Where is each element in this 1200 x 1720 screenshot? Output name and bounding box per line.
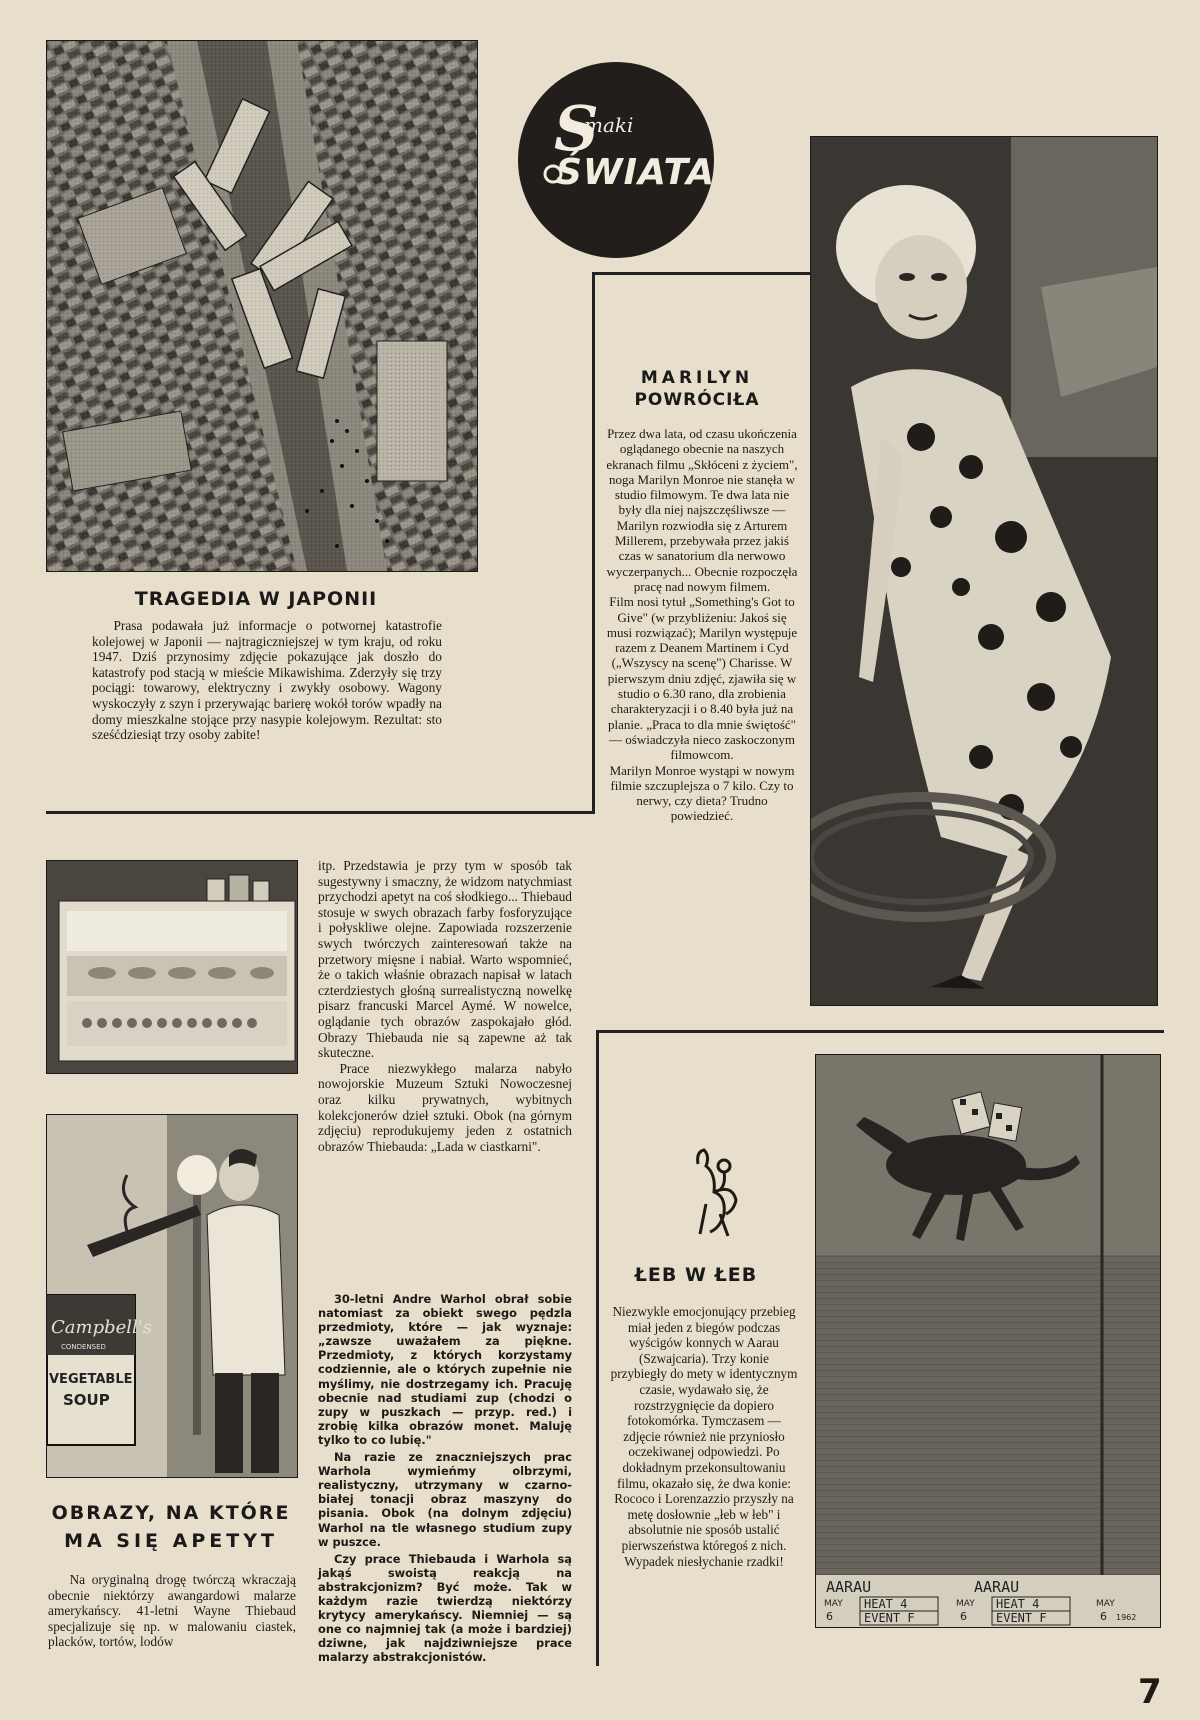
- paintings-intro-paragraph: Na oryginalną drogę twórczą wkraczają obecnie niektórzy awangardowi malarze amerykańscy. 41-letni Wayne Thiebaud specjalizuje się np. w malowaniu ciastek, placków, tortów, lodów: [48, 1572, 296, 1650]
- marilyn-headline-line1: MARILYN: [640, 368, 754, 388]
- masthead-logo: [518, 62, 714, 258]
- race-body: [610, 1304, 798, 1569]
- frame-rule-h-middle: [46, 811, 595, 814]
- svg-text:ŚWIATA: ŚWIATA: [556, 152, 714, 193]
- marilyn-paragraph-1: Przez dwa lata, od czasu ukończenia oglądanego obecnie na naszych ekranach filmu „Skłóceni z życiem", noga Marilyn Monroe nie stanęła w studio filmowym. Te dwa lata nie były dla niej najszczęśliwsze — Marilyn rozwiodła się z Arturem Millerem, przebywała przez jakiś czas w sanatorium dla nerwowo wyczerpanych... Obecnie rozpoczęła pracę nad nowym filmem.: [606, 426, 798, 594]
- finish-town-1: AARAU: [826, 1578, 872, 1596]
- japan-train-crash-photo: [46, 40, 478, 572]
- marilyn-headline-line2: POWRÓCIŁA: [634, 390, 760, 410]
- finish-event-1: EVENT F: [864, 1611, 915, 1625]
- horse-rider-emblem-icon: [676, 1144, 750, 1240]
- frame-rule-h-race: [596, 1030, 1164, 1033]
- finish-event-2: EVENT F: [996, 1611, 1047, 1625]
- japan-body: [92, 618, 442, 743]
- marilyn-illustration: [811, 137, 1157, 1005]
- race-paragraph-2: Wypadek niesłychanie rzadki!: [624, 1553, 784, 1569]
- paintings-col2-paragraph-2: Prace niezwykłego malarza nabyło nowojorskie Muzeum Sztuki Nowoczesnej oraz kilku prywatnych, wybitnych kolekcjonerów dzieł sztuki. Obok (na górnym zdjęciu) reprodukujemy jeden z ostatnich obrazów Thiebauda: „Lada w ciastkarni".: [318, 1060, 572, 1154]
- finish-day-3: 6: [1100, 1610, 1107, 1623]
- paintings-headline-line2: MA SIĘ APETYT: [64, 1530, 278, 1552]
- finish-heat-1: HEAT 4: [864, 1597, 908, 1611]
- soup-can-sub: CONDENSED: [61, 1343, 106, 1351]
- finish-year: 1962: [1116, 1613, 1137, 1622]
- photo-finish-photo: [815, 1054, 1161, 1628]
- paintings-column-2: [318, 858, 572, 1154]
- marilyn-paragraph-2: Film nosi tytuł „Something's Got to Give" (w przybliżeniu: Jakoś się musi rozwiązać); Marilyn występuje razem z Deanem Martinem i Cyd („Wszyscy na scenę") Charisse. W pierwszym dniu zdjęć, zjawiła się w studio o 6.30 rano, dla zrobienia charakteryzacji i o 8.40 była już na planie. „Praca to dla mnie świętość" — oświadczyła nieco zaskoczonym filmowcom.: [606, 594, 798, 763]
- page-number: 7: [1138, 1672, 1162, 1712]
- warhol-soup-can-photo: [46, 1114, 298, 1478]
- finish-day-1: 6: [826, 1610, 833, 1623]
- frame-rule-h-top: [592, 272, 810, 275]
- paintings-small-paragraph-2: Na razie ze znaczniejszych prac Warhola wymieńmy olbrzymi, realistyczny, utrzymany w czarno-białej tonacji obraz maszyny do pisania. Obok (na dolnym zdjęciu) Warhol na tle własnego studium zupy w puszce.: [318, 1450, 572, 1549]
- finish-month-1: MAY: [824, 1599, 843, 1609]
- paintings-small-paragraph-3: Czy prace Thiebauda i Warhola są jakąś swoistą reakcją na abstrakcjonizm? Być może. Tak w każdym razie twierdzą niektórzy krytycy amerykańscy. Niemniej — są one co najmniej tak (a może i bardziej) dziwne, jak najdziwniejsze prace malarzy abstrakcjonistów.: [318, 1551, 572, 1665]
- svg-text:S: S: [554, 92, 599, 165]
- soup-can-line1: VEGETABLE: [49, 1372, 133, 1387]
- japan-paragraph: Prasa podawała już informacje o potwornej katastrofie kolejowej w Japonii — najtragiczniejszej w tym kraju, od roku 1947. Dziś przynosimy zdjęcie pokazujące jak doszło do katastrofy pod stacją w mieście Mikawishima. Zderzyły się trzy pociągi: towarowy, elektryczny i zwykły osobowy. Wagony wyskoczyły z szyn i przerywając barierę wokół torów wpadły na domy mieszkalne stojące przy nasypie kolejowym. Rezultat: sto sześćdziesiąt trzy osoby zabite!: [92, 618, 442, 743]
- soup-can-line2: SOUP: [63, 1391, 110, 1409]
- japan-headline: TRAGEDIA W JAPONII: [134, 588, 378, 610]
- finish-month-2: MAY: [956, 1599, 975, 1609]
- finish-day-2: 6: [960, 1610, 967, 1623]
- frame-rule-v-race: [596, 1030, 599, 1666]
- finish-town-2: AARAU: [974, 1578, 1020, 1596]
- masthead-lettering: [518, 62, 714, 258]
- finish-month-3: MAY: [1096, 1599, 1115, 1609]
- marilyn-paragraph-3: Marilyn Monroe wystąpi w nowym filmie szczuplejsza o 7 kilo. Czy to nerwy, czy dieta? Trudno powiedzieć.: [609, 762, 795, 824]
- aerial-crash-illustration: [47, 41, 477, 571]
- marilyn-body: [604, 426, 800, 824]
- bakery-counter-illustration: [47, 861, 297, 1073]
- paintings-intro: [48, 1572, 296, 1650]
- paintings-small-print: [318, 1292, 572, 1667]
- race-paragraph-1: Niezwykle emocjonujący przebieg miał jeden z biegów podczas wyścigów konnych w Aarau (Szwajcaria). Trzy konie przybiegły do mety w identycznym czasie, wydawało się, że rozstrzygnięcie da dopiero fotokomórka. Tymczasem — zdjęcie również nie przyniosło oczekiwanej odpowiedzi. Po dokładnym przekonsultowaniu filmu, okazało się, że dwa konie: Rococo i Lorenzazzio przyszły na metę dosłownie „łeb w łeb" i absolutnie nie sposób ustalić pierwszeństwa któregoś z nich.: [610, 1304, 798, 1553]
- svg-text:maki: maki: [584, 113, 634, 137]
- race-headline: ŁEB W ŁEB: [634, 1264, 758, 1286]
- paintings-headline-line1: OBRAZY, NA KTÓRE: [51, 1502, 291, 1524]
- marilyn-monroe-photo: [810, 136, 1158, 1006]
- thiebaud-bakery-counter-photo: [46, 860, 298, 1074]
- paintings-col2-paragraph-1: itp. Przedstawia je przy tym w sposób tak sugestywny i smaczny, że widzom natychmiast przychodzi apetyt na coś słodkiego... Thiebaud stosuje w swych obrazach farby fosforyzujące i połyskliwe olejne. Zapowiada rozszerzenie swych twórczych zainteresowań także na przetwory mięsne i nabiał. Warto wspomnieć, że o takich właśnie obrazach napisał w latach czterdziestych głośną surrealistyczną nowelkę pisarz francuski Marcel Aymé. W nowelce, oglądanie tych obrazów zaspokajało głód. Obrazy Thiebauda nie są zapewne aż tak skuteczne.: [318, 858, 572, 1061]
- soup-can-brand: Campbell's: [51, 1317, 152, 1338]
- finish-heat-2: HEAT 4: [996, 1597, 1040, 1611]
- warhol-illustration: [47, 1115, 297, 1477]
- paintings-small-paragraph-1: 30-letni Andre Warhol obrał sobie natomiast za obiekt swego pędzla przedmioty, które — jak wyznaje: „zawsze uważałem za piękne. Przedmioty, z których korzystamy codziennie, ale o których zupełnie nie myślimy, nie dostrzegamy ich. Pracuję obecnie nad studiami zup (chodzi o zupy w puszkach — przyp. red.) i zrobię kilka obrazów monet. Maluję tylko to co lubię.": [318, 1292, 572, 1447]
- photo-finish-illustration: [816, 1055, 1160, 1627]
- frame-rule-v-center: [592, 272, 595, 812]
